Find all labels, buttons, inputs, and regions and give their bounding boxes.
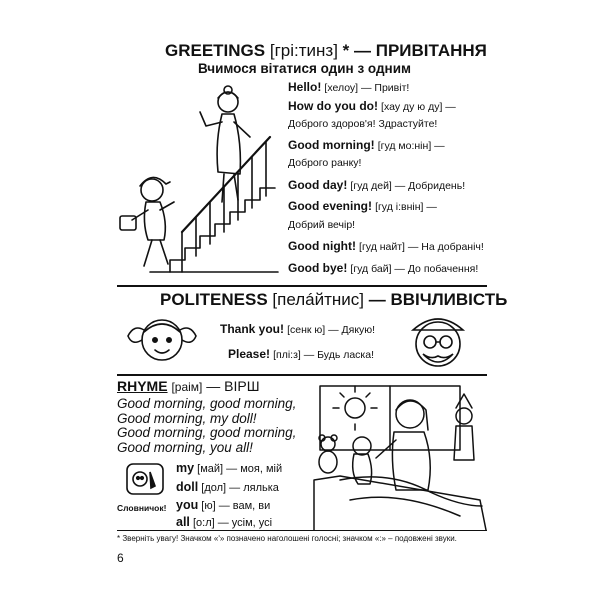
politeness-title-ua: ВВІЧЛИВІСТЬ (390, 290, 508, 309)
stairs-illustration (110, 82, 280, 277)
phrase-translation: [гуд найт] — На добраніч! (359, 241, 484, 253)
phrase-translation: [гуд дей] — Добридень! (350, 180, 466, 192)
phrase-en: Thank you! (220, 322, 285, 336)
phrase-en: How do you do! (288, 99, 378, 113)
politeness-title-transcription: [пелáйтнис] (272, 290, 365, 309)
rhyme-line: Good morning, you all! (117, 439, 253, 455)
dictionary-icon (125, 462, 165, 496)
dictionary-word-en: you (176, 498, 199, 512)
greetings-subtitle: Вчимося вітатися один з одним (198, 61, 411, 76)
greetings-title-separator: * — (342, 41, 372, 60)
politeness-title-en: POLITENESS (160, 290, 268, 309)
dictionary-word-doll (176, 480, 279, 494)
footnote: * Зверніть увагу! Значком «ʹ» позначено наголошені голосні; значком «:» – подовжені звуки. (117, 534, 457, 543)
politeness-title (160, 290, 507, 310)
girl-face-illustration (122, 308, 202, 368)
phrase-good-morning-meaning (288, 156, 361, 170)
phrase-translation: [хау ду ю ду] — (381, 101, 456, 113)
footnote-rule (117, 530, 487, 531)
phrase-en: Hello! (288, 80, 322, 94)
phrase-hello (288, 80, 409, 95)
phrase-en: Good morning! (288, 138, 375, 152)
phrase-en: Good night! (288, 239, 356, 253)
greetings-title-transcription: [грі:тинз] (269, 41, 338, 60)
rhyme-line: Good morning, good morning, (117, 396, 297, 411)
dictionary-word-en: all (176, 515, 190, 529)
phrase-en: Good bye! (288, 261, 348, 275)
bedroom-illustration (310, 380, 490, 530)
phrase-good-bye (288, 261, 478, 276)
rhyme-line: Good morning, my doll! (117, 410, 257, 426)
dictionary-word-translation: [май] — моя, мій (197, 463, 283, 475)
phrase-translation: [гуд і:внін] — (375, 201, 437, 213)
phrase-good-evening (288, 199, 437, 214)
politeness-top-rule (117, 285, 487, 287)
phrase-translation: [плі:з] — Будь ласка! (273, 349, 375, 361)
phrase-en: Good evening! (288, 199, 372, 213)
dictionary-word-you (176, 498, 270, 512)
phrase-good-day (288, 178, 465, 193)
dictionary-word-translation: [дол] — лялька (201, 482, 279, 494)
rhyme-line: Good morning, good morning, (117, 425, 297, 441)
greetings-title-ua: ПРИВІТАННЯ (375, 41, 487, 60)
dictionary-word-en: my (176, 461, 195, 475)
phrase-thank-you (220, 322, 375, 337)
rhyme-title (117, 378, 260, 394)
phrase-how-do-you-do (288, 99, 456, 114)
dictionary-word-translation: [о:л] — усім, усі (192, 517, 273, 529)
phrase-translation: [хелоу] — Привіт! (324, 82, 410, 94)
rhyme-title-transcription: [раім] (171, 380, 203, 394)
phrase-translation: [сенк ю] — Дякую! (287, 324, 376, 336)
rhyme-title-ua: — ВІРШ (206, 378, 260, 394)
grandpa-face-illustration (403, 310, 473, 374)
phrase-translation: Добрий вечір! (288, 219, 356, 231)
phrase-how-do-you-do-meaning (288, 117, 437, 131)
phrase-translation: Доброго ранку! (288, 157, 362, 169)
greetings-title-en: GREETINGS (165, 41, 266, 60)
politeness-bottom-rule (117, 374, 487, 376)
greetings-title (165, 41, 487, 61)
dictionary-word-all (176, 515, 272, 529)
rhyme-title-en: RHYME (117, 378, 168, 394)
phrase-good-evening-meaning (288, 218, 355, 232)
phrase-en: Good day! (288, 178, 348, 192)
phrase-good-night (288, 239, 484, 254)
dictionary-word-en: doll (176, 480, 199, 494)
dictionary-label: Словничок! (117, 503, 167, 513)
page-number: 6 (117, 551, 124, 565)
phrase-translation: [гуд бай] — До побачення! (350, 263, 479, 275)
politeness-title-separator: — (368, 290, 386, 309)
phrase-good-morning (288, 138, 445, 153)
dictionary-badge (117, 462, 175, 511)
dictionary-word-my (176, 461, 282, 475)
phrase-translation: Доброго здоров'я! Здрастуйте! (288, 118, 438, 130)
phrase-en: Please! (228, 347, 271, 361)
phrase-please (228, 347, 374, 362)
dictionary-word-translation: [ю] — вам, ви (201, 500, 271, 512)
rhyme-poem (117, 397, 296, 455)
phrase-translation: [гуд мо:нін] — (377, 140, 445, 152)
